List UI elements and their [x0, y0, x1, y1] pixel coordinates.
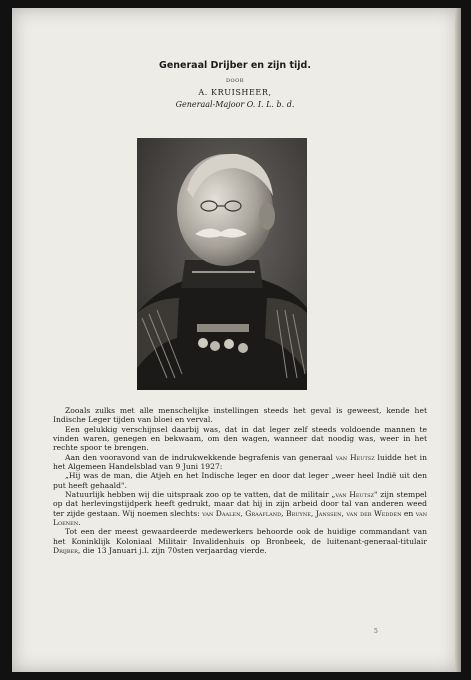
paragraph-5-text-b: " zijn stempel op dat herlevingstijdperk heeft gedrukt, maar dat hij in zijn arbeid door tal van anderen weed ter zijde gestaan. Wij noemen slechts:	[53, 490, 427, 518]
byline-label: DOOR	[226, 78, 244, 84]
paragraph-6	[53, 527, 427, 555]
paragraph-3-text-b: luidde het in het Algemeen Handelsblad van 9 Juni 1927:	[53, 452, 427, 472]
article-body	[53, 406, 427, 556]
paragraph-6-text-a: Tot een der meest gewaardeerde medewerkers behoorde ook de huidige commandant van het Koninklijk Koloniaal Militair Invalidenhuis op Bronbeek, de luitenant-generaal-titulair	[53, 527, 427, 546]
paragraph-5	[53, 490, 427, 527]
name-van-heutsz-2: van Heutsz	[335, 490, 375, 500]
name-drijber: Drijber	[53, 546, 78, 556]
paragraph-5-end: .	[78, 518, 81, 528]
paragraph-3-text-a: Aan den vooravond van de indrukwekkende begrafenis van generaal	[65, 452, 336, 462]
paragraph-1: Zooals zulks met alle menschelijke instellingen steeds het geval is geweest, kende het Indische Leger tijden van bloei en verval.	[53, 406, 427, 425]
paragraph-6-text-b: , die 13 Januari j.l. zijn 70sten verjaardag vierde.	[77, 546, 267, 556]
author-rank: Generaal-Majoor O. I. L. b. d.	[175, 100, 295, 109]
portrait-photo	[137, 138, 307, 390]
paragraph-3	[53, 453, 427, 472]
paragraph-4-quote: „Hij was de man, die Atjeh en het Indische leger en door dat leger „weer heel Indië uit den put heeft gehaald".	[53, 471, 427, 490]
page-mark: 5	[374, 628, 378, 635]
paragraph-5-text-a: Natuurlijk hebben wij die uitspraak zoo op te vatten, dat de militair „	[65, 490, 336, 500]
page-edge	[455, 8, 461, 672]
name-van-heutsz: van Heutsz	[335, 452, 375, 462]
name-van-loenen: van Loenen	[53, 508, 427, 528]
author-name: A. KRUISHEER,	[198, 88, 272, 97]
paragraph-2: Een gelukkig verschijnsel daarbij was, dat in dat leger zelf steeds voldoende mannen te vinden waren, genegen en bekwaam, om den wagen, wanneer dat noodig was, weer in het rechte spoor te brengen.	[53, 424, 427, 453]
article-title: Generaal Drijber en zijn tijd.	[159, 60, 311, 71]
paragraph-5-and: en	[401, 508, 416, 518]
names-list: van Daalen, Graafland, Bruyne, Janssen, van der Wedden	[202, 508, 402, 518]
document-page	[12, 8, 458, 672]
